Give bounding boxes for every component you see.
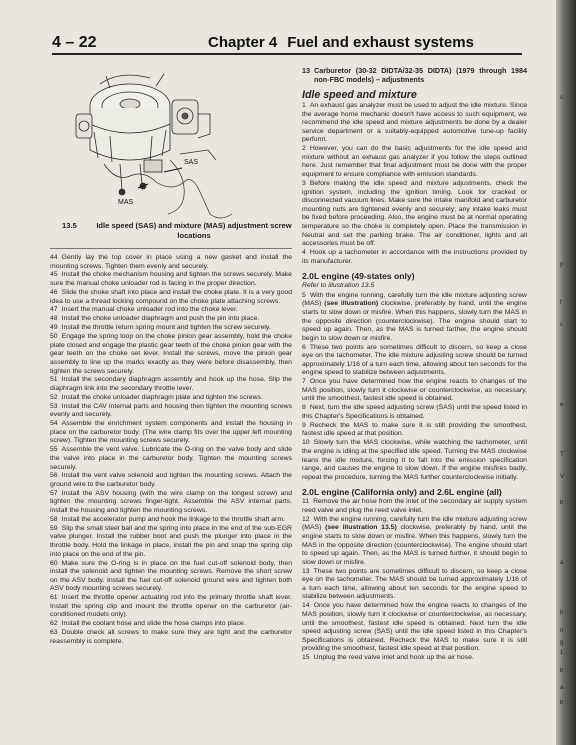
paragraph [50, 594, 292, 620]
paragraph-text: Install the coolant hose and slide the hose clamps into place. [61, 620, 246, 628]
section-title-text: Carburetor (30-32 DIDTA/32-35 DIDTA) (1979 through 1984 non-FBC models) – adjustments [314, 66, 527, 84]
paragraph [302, 404, 527, 421]
paragraph-number: 8 [302, 404, 306, 412]
paragraph-text: Install the throttle return spring mount and tighten the screw securely. [61, 324, 271, 332]
section-title [302, 66, 527, 84]
paragraph-number: 50 [50, 333, 58, 341]
paragraph-text: These two points are sometimes difficult to discern, so keep a close eye on the tachometer. The idle mixture adjusting screw should be turned approximately 1/16 of a turn each time, allowing about ten seconds for the engine speed to stabilize between adjustments. [302, 343, 527, 377]
paragraph-text: Slip the small steel ball and the spring into place in the end of the sub-EGR valve plunger. Install the rubber boot and push the plunger into place in the throttle body. Hold the linkage in place, install the pin and snap the spring clip into place on the end of the pin. [50, 524, 292, 558]
edge-fragment: b [560, 500, 564, 506]
paragraph [50, 420, 292, 446]
paragraph [50, 333, 292, 376]
paragraph-text: Insert the throttle opener actuating rod into the primary throttle shaft lever. Install the spring clip and mount the throttle opener on the carburetor (air-conditioned models only). [50, 594, 292, 619]
paragraph [50, 620, 292, 629]
page-header [52, 34, 522, 52]
chapter-name: Fuel and exhaust systems [287, 34, 474, 51]
paragraph [302, 516, 527, 568]
paragraph-text: Slide the choke shaft into place and install the choke plate. It is a very good idea to use a thread locking compound on the choke plate attaching screws. [50, 288, 292, 305]
edge-fragment: a [560, 685, 564, 691]
paragraph-number: 15 [302, 654, 310, 662]
paragraph-number: 48 [50, 315, 58, 323]
paragraph-text: Hook up a tachometer in accordance with the instructions provided by its manufacturer. [302, 248, 527, 265]
paragraph [302, 378, 527, 404]
paragraph-number: 57 [50, 489, 58, 497]
paragraph-number: 6 [302, 343, 306, 351]
paragraph-text: Install the ASV housing (with the wire clamp on the longest screw) and tighten the mounting screws finger-tight. Assemble the ASV internal parts, install the housing and tighten the mounting screws. [50, 489, 292, 515]
paragraph-text: Install the secondary diaphragm assembly and hook up the hose. Slip the diaphragm link into the secondary throttle lever. [50, 376, 292, 392]
paragraph-text: Gently lay the top cover in place using a new gasket and install the mounting screws. Tighten them evenly and securely. [50, 254, 292, 270]
paragraph-text: Assemble the vent valve. Lubricate the O-ring on the valve body and slide the valve into place in the carburetor body. Tighten the mounting screws securely. [50, 446, 292, 471]
paragraph [302, 249, 527, 266]
paragraph [50, 306, 292, 315]
paragraph-text: Once you have determined how the engine reacts to changes of the MAS position, slowly turn it clockwise or counterclockwise, as necessary, until the smoothest, fastest idle speed is obtained. Next turn the idle speed adjusting screw (SAS) until the idle speed listed in this Chapter's Specifications is obtained. Recheck the MAS to make sure it is still providing the smoothest, fastest idle speed at that position. [302, 602, 527, 653]
paragraph-number: 47 [50, 306, 58, 314]
paragraph-number: 5 [302, 291, 306, 299]
paragraph [302, 654, 527, 663]
edge-fragment: b [560, 610, 564, 616]
paragraph-text: Unplug the reed valve inlet and hook up the air hose. [313, 654, 474, 662]
paragraph-text: Remove the air hose from the inlet of the secondary air supply system reed valve and plug the reed valve inlet. [302, 498, 527, 514]
paragraph-text: Install the choke mechanism housing and tighten the screws securely. Make sure the manual choke unloader rod is facing in the proper direction. [50, 271, 292, 288]
edge-fragment: V [560, 474, 565, 480]
paragraph [302, 292, 527, 344]
paragraph [50, 289, 292, 306]
paragraph-number: 63 [50, 629, 58, 637]
paragraph [50, 560, 292, 594]
paragraph-text: Install the accelerator pump and hook the linkage to the throttle shaft arm. [61, 515, 285, 523]
subsection-heading-49-states: 2.0L engine (49-states only) [302, 271, 415, 282]
paragraph-number: 13 [302, 567, 310, 575]
paragraph-number: 53 [50, 402, 58, 410]
paragraph-text: clockwise, preferably by hand, until the engine starts to slow down or misfire. When this happens, slowly turn the MAS in the opposite direction (counterclockwise). The engine should start to speed up again. Then, as the MAS is turned farther, the engine should begin to slow down or misfire. [302, 300, 528, 342]
paragraph-number: 54 [50, 420, 58, 428]
paragraph-text: Recheck the MAS to make sure it is still providing the smoothest, fastest idle speed at that position. [302, 421, 527, 438]
edge-fragment: p [560, 262, 564, 268]
paragraph [302, 568, 527, 602]
figure-caption-text: Idle speed (SAS) and mixture (MAS) adjustment screw locations [96, 221, 292, 240]
intro-paragraphs [302, 102, 527, 266]
paragraph-text: However, you can do the basic adjustments for the idle speed and mixture without an exhaust gas analyzer if you follow the steps outlined here. Just remember that final adjustment must be done with the proper equipment to ensure compliance with emission standards. [302, 145, 527, 179]
paragraph [50, 324, 292, 333]
section-number: 13 [302, 66, 310, 75]
paragraph-number: 44 [50, 254, 58, 261]
page-number: 4 – 22 [52, 34, 97, 51]
illustration-link: (see illustration 13.5) [325, 524, 397, 532]
paragraph-number: 14 [302, 602, 310, 610]
paragraph-text: With the engine running, carefully turn the idle mixture adjusting screw (MAS) [302, 515, 527, 532]
paragraph [302, 344, 527, 378]
paragraph [302, 180, 527, 249]
illustration-reference: Refer to illustration 13.5 [302, 282, 375, 290]
paragraph [50, 472, 292, 489]
edge-fragment: a [560, 560, 564, 566]
left-column [50, 254, 292, 647]
paragraph [50, 446, 292, 472]
adjacent-page-edge [556, 0, 576, 745]
edge-fragment: b [560, 700, 564, 706]
paragraph-number: 56 [50, 472, 58, 480]
paragraph-text: Before making the idle speed and mixture adjustments, check the ignition system, including the ignition timing. Look for cracked or disconnected vacuum lines. Make sure the intake manifold and carburetor mounting nuts are tightened evenly and securely; any intake leaks must be fixed before proceeding. Also, the engine must be at normal operating temperature so the choke is completely open. Place the transmission in Neutral and set the parking brake. The air conditioner, lights and all accessories must be off. [302, 179, 527, 248]
paragraph [302, 439, 527, 482]
paragraph-number: 3 [302, 179, 306, 187]
paragraph [302, 145, 527, 179]
paragraph-number: 51 [50, 376, 58, 384]
paragraph-number: 58 [50, 515, 58, 523]
paragraph [50, 403, 292, 420]
callout-sas: SAS [184, 159, 199, 166]
illustration-link: (see illustration) [324, 300, 379, 308]
paragraph [50, 254, 292, 271]
subsection-heading-california: 2.0L engine (California only) and 2.6L engine (all) [302, 487, 502, 498]
paragraph-number: 60 [50, 559, 58, 567]
paragraph-number: 10 [302, 439, 310, 447]
paragraph-text: Install the vent valve solenoid and tighten the mounting screws. Attach the ground wire to the carburetor body. [50, 472, 292, 488]
paragraph-number: 11 [302, 498, 310, 506]
chapter-label: Chapter 4 [208, 34, 278, 51]
paragraph [302, 602, 527, 654]
paragraph-text: Slowly turn the MAS clockwise, while watching the tachometer, until the engine is idling at the specified idle speed. Turning the MAS clockwise leans the idle mixture, forcing it to fall into the emission specification range, and causes the engine to slow down. If the engine misfires badly, repeat the procedure, turning the MAS further counterclockwise initially. [302, 439, 527, 481]
paragraph-text: Assemble the enrichment system components and install the housing in place on the carburetor body. (The wire clamp fits over the upper left mounting screw). Tighten the mounting screws securely. [50, 420, 292, 445]
edge-fragment: s [560, 95, 563, 101]
edge-fragment: f [560, 300, 562, 306]
paragraph [50, 376, 292, 393]
paragraph-number: 2 [302, 145, 306, 153]
paragraph-text: Install the CAV internal parts and housing then tighten the mounting screws evenly and securely. [50, 402, 292, 419]
paragraph-number: 9 [302, 421, 306, 429]
right-column [302, 66, 527, 663]
header-rule [52, 53, 522, 55]
paragraph-number: 49 [50, 324, 58, 332]
paragraph-number: 55 [50, 446, 58, 454]
paragraph-text: Install the choke unloader diaphragm and push the pin into place. [61, 315, 260, 323]
edge-fragment: e [560, 402, 564, 408]
paragraph-text: clockwise, preferably by hand, until the engine starts to slow down or misfire. When this happens, slowly turn the MAS in the opposite direction (counterclockwise). The engine should start to speed up again. Then, as the MAS is turned further, it should begin to slow down or misfire. [302, 524, 527, 566]
paragraph [50, 271, 292, 288]
paragraph-number: 52 [50, 393, 58, 401]
paragraph-text: These two points are sometimes difficult to discern, so keep a close eye on the tachometer. The MAS should be turned approximately 1/16 of a turn each time, allowing about ten seconds for the engine speed to stabilize between adjustments. [302, 567, 527, 601]
paragraph-number: 46 [50, 288, 58, 296]
paragraph [50, 516, 292, 525]
edge-fragment: b [560, 668, 564, 674]
paragraph-text: Double check all screws to make sure they are tight and the carburetor reassembly is complete. [50, 629, 292, 645]
paragraph-number: 62 [50, 620, 58, 628]
paragraph-number: 12 [302, 515, 310, 523]
edge-fragment: n [560, 628, 564, 634]
paragraph-number: 7 [302, 378, 306, 386]
chapter-title [208, 34, 484, 51]
paragraph [50, 315, 292, 324]
callout-mas: MAS [118, 199, 134, 206]
paragraph [50, 629, 292, 646]
edge-fragment: g [560, 640, 564, 646]
paragraph-number: 45 [50, 271, 58, 279]
paragraph-text: Insert the manual choke unloader rod into the choke lever. [61, 306, 238, 314]
paragraph-number: 59 [50, 524, 58, 532]
paragraph [50, 490, 292, 516]
paragraph [50, 525, 292, 559]
paragraph-text: An exhaust gas analyzer must be used to adjust the idle mixture. Since the average home mechanic doesn't have access to such equipment, we recommend the idle speed and mixture adjustments be done by a dealer service department or a suitably-equipped automotive tune-up facility perform. [302, 102, 527, 144]
carburetor-illustration [60, 64, 288, 224]
figure-number: 13.5 [62, 221, 77, 230]
paragraph-text: With the engine running, carefully turn the idle mixture adjusting screw (MAS) [302, 291, 527, 308]
section-heading: Idle speed and mixture [302, 89, 417, 101]
paragraph [302, 422, 527, 439]
paragraph-text: Once you have determined how the engine reacts to changes of the MAS position, slowly turn it clockwise or counterclockwise, as necessary, until the smoothest, fastest idle speed is obtained. [302, 378, 527, 403]
paragraph-text: Install the choke unloader diaphragm plate and tighten the screws. [61, 393, 263, 401]
paragraph-number: 61 [50, 594, 58, 602]
subsection-paragraphs [302, 568, 527, 663]
edge-fragment: T [560, 452, 564, 458]
paragraph-number: 4 [302, 248, 306, 256]
subsection-paragraphs [302, 344, 527, 483]
paragraph [302, 498, 527, 515]
edge-fragment: 1 [560, 650, 564, 656]
paragraph-text: Engage the spring loop on the choke pinion gear assembly, hold the choke plate closed and engage the plastic gear teeth of the choke pinion gear with the gear teeth on the choke set lever. Install the screws, move the pinion gear assembly to line up the marks exactly as they were before disassembly, then tighten the screws securely. [50, 333, 292, 375]
paragraph-number: 1 [302, 102, 306, 109]
caption-rule [50, 248, 292, 249]
paragraph [50, 394, 292, 403]
paragraph-text: Make sure the O-ring is in place on the fuel cut-off solenoid body, then install the solenoid and tighten the mounting screws. Remove the short screw on the ASV body. Install the fuel cut-off solenoid ground wire and tighten both ASV body mounting screws securely. [50, 559, 292, 593]
paragraph-text: Next, turn the idle speed adjusting screw (SAS) until the speed listed in this Chapter's Specifications is obtained. [302, 404, 527, 420]
edge-fragment: c [560, 322, 563, 328]
paragraph [302, 102, 527, 145]
